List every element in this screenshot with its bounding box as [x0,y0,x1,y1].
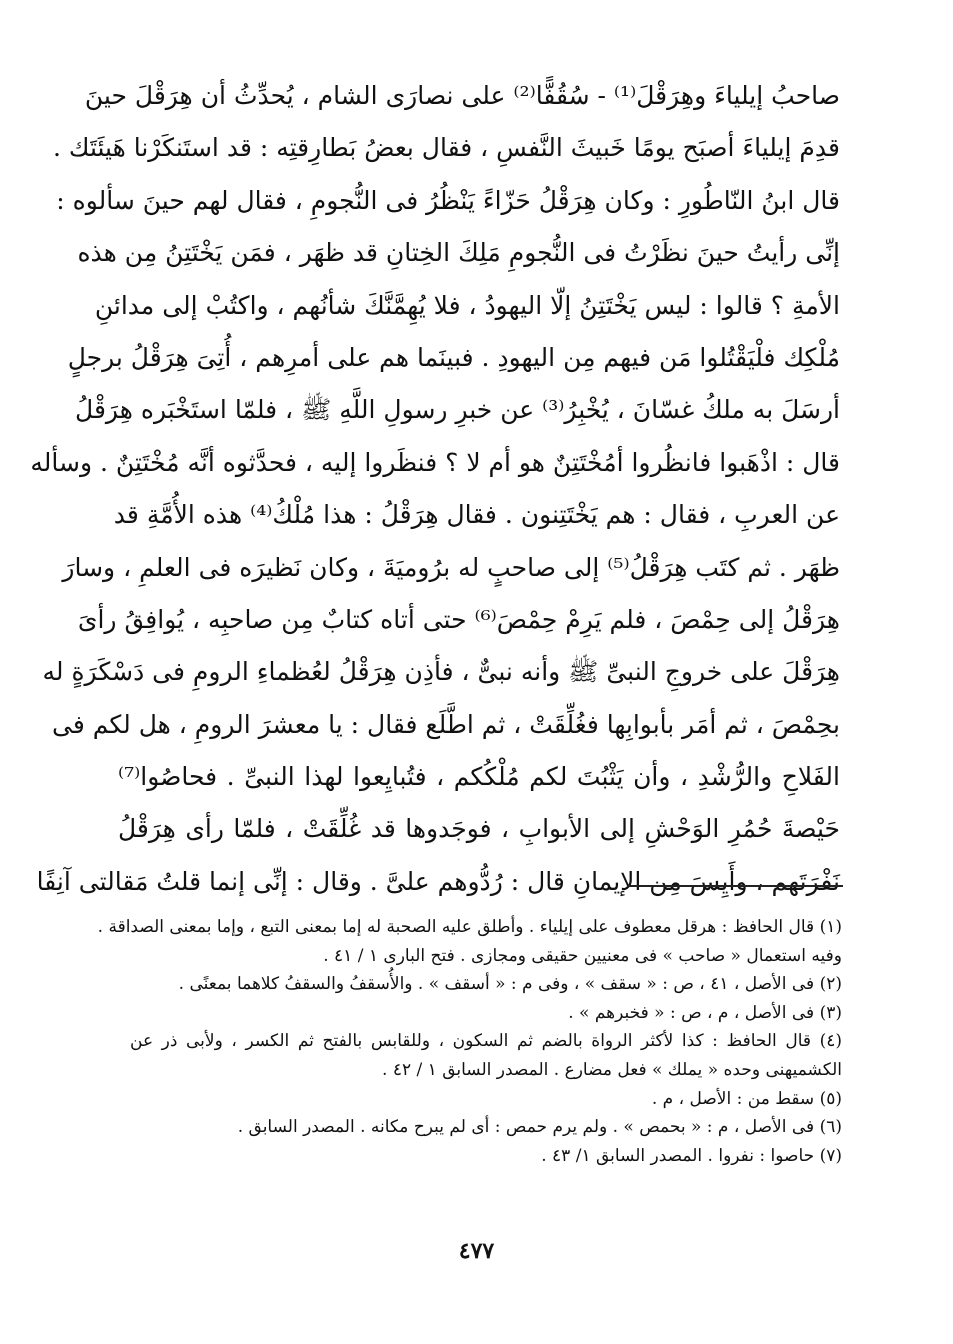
main-text-line: عن العربِ ، فقال : هم يَخْتَتِنون . فقال هِرَقْلُ : هذا مُلْكُ⁽⁴⁾ هذه الأُمَّةِ قد [113,500,840,530]
page-number: ٤٧٧ [458,1238,495,1264]
main-text-line: ظهَر . ثم كتَب هِرَقْلُ⁽⁵⁾ إلى صاحبٍ له برُوميَةَ ، وكان نَظيرَه فى العلمِ ، وسارَ [62,552,840,582]
footnote-line: الكشميهنى وحده « يملك » فعل مضارع . المصدر السابق ١ / ٤٢ . [382,1059,842,1080]
footnote-line: وفيه استعمال « صاحب » فى معنيين حقيقى ومجازى . فتح البارى ١ / ٤١ . [323,945,842,966]
main-text-line: مُلْكِك فلْيَقْتُلوا مَن فيهم مِن اليهودِ . فبينَما هم على أمرِهم ، أُتِىَ هِرَقْلُ برجلٍ [67,342,840,372]
main-text-block [30,70,840,908]
footnote-line: (٥) سقط من : الأصل ، م . [651,1088,842,1109]
footnotes-block [97,913,842,1170]
footnote-line: (٢) فى الأصل ، ٤١ ، ص : « سقف » ، وفى م : « أسقف » . والأُسقفُ والسقفُ كلاهما بمعنًى . [178,974,842,995]
footnote-line: (٤) قال الحافظ : كذا لأكثر الرواة بالضم ثم السكون ، وللقابس بالفتح ثم الكسر ، ولأبى ذر عن [130,1031,842,1052]
main-text-line: نَفْرَتَهم ، وأَيِسَ مِن الإيمانِ قال : رُدُّوهم علىَّ . وقال : إنِّى إنما قلتُ مَقالتى آنِفًا [36,866,840,896]
footnote-line: (٧) حاصوا : نفروا . المصدر السابق ١/ ٤٣ . [541,1145,842,1166]
main-text-line: قال ابنُ النّاطُورِ : وكان هِرَقْلُ حَزّاءً يَنْظُرُ فى النُّجومِ ، فقال لهم حينَ سألوه : [56,185,840,215]
main-text-line: قال : اذْهَبوا فانظُروا أمُخْتَتِنٌ هو أم لا ؟ فنظَروا إليه ، فحدَّثوه أنَّه مُخْتَتِنٌ . وسأله [30,447,840,477]
main-text-line: حَيْصةَ حُمُرِ الوَحْشِ إلى الأبوابِ ، فوجَدوها قد غُلِّقَتْ ، فلمّا رأى هِرَقْلُ [118,814,840,844]
main-text-line: بحِمْصَ ، ثم أمَر بأبوابِها فغُلِّقَتْ ، ثم اطَّلَع فقال : يا معشرَ الرومِ ، هل لكم فى [51,709,840,739]
main-text-line: هِرَقْلُ إلى حِمْصَ ، فلم يَرِمْ حِمْصَ⁽⁶⁾ حتى أتاه كتابٌ مِن صاحبِه ، يُوافِقُ رأىَ [77,604,840,634]
main-text-line: الفَلاحِ والرُّشْدِ ، وأن يَثْبُتَ لكم مُلْكُكم ، فتُبايِعوا لهذا النبىِّ . فحاصُوا⁽⁷⁾ [118,762,840,792]
footnote-line: (٣) فى الأصل ، م ، ص : « فخبرهم » . [568,1002,842,1023]
main-text-line: الأمةِ ؟ قالوا : ليس يَخْتَتِنُ إلّا اليهودُ ، فلا يُهِمَّنَّكَ شأنُهم ، واكتُبْ إلى مدائنِ [94,290,840,320]
footnote-line: (١) قال الحافظ : هرقل معطوف على إيلياء . وأطلق عليه الصحبة له إما بمعنى التبع ، وإما بمعنى الصداقة . [97,917,842,937]
main-text-line: هِرَقْلَ على خروجِ النبىِّ ﷺ وأنه نبىٌّ ، فأذِن هِرَقْلُ لعُظماءِ الرومِ فى دَسْكَرَةٍ له [42,657,840,687]
footnote-separator [628,885,843,887]
main-text-line: قدِمَ إيلياءَ أصبَح يومًا خَبيثَ النَّفسِ ، فقال بعضُ بَطارِقتِه : قد استَنكَرْنا هَيئَتَك . [53,133,840,163]
main-text-line: أرسَلَ به ملكُ غسّانَ ، يُخْبِرُ⁽³⁾ عن خبرِ رسولِ اللَّهِ ﷺ ، فلمّا استَخْبَره هِرَقْلُ [75,395,840,425]
main-text-line: صاحبُ إيلياءَ وهِرَقْلَ⁽¹⁾ - سُقُفًّا⁽²⁾ على نصارَى الشام ، يُحدِّثُ أن هِرَقْلَ حينَ [84,81,840,110]
footnote-line: (٦) فى الأصل ، م : « بحمص » . ولم يرم حمص : أى لم يبرح مكانه . المصدر السابق . [237,1117,842,1138]
main-text-line: إنِّى رأيتُ حينَ نظَرْتُ فى النُّجومِ مَلِكَ الخِتانِ قد ظهَر ، فمَن يَخْتَتِنُ مِن هذه [77,238,840,268]
